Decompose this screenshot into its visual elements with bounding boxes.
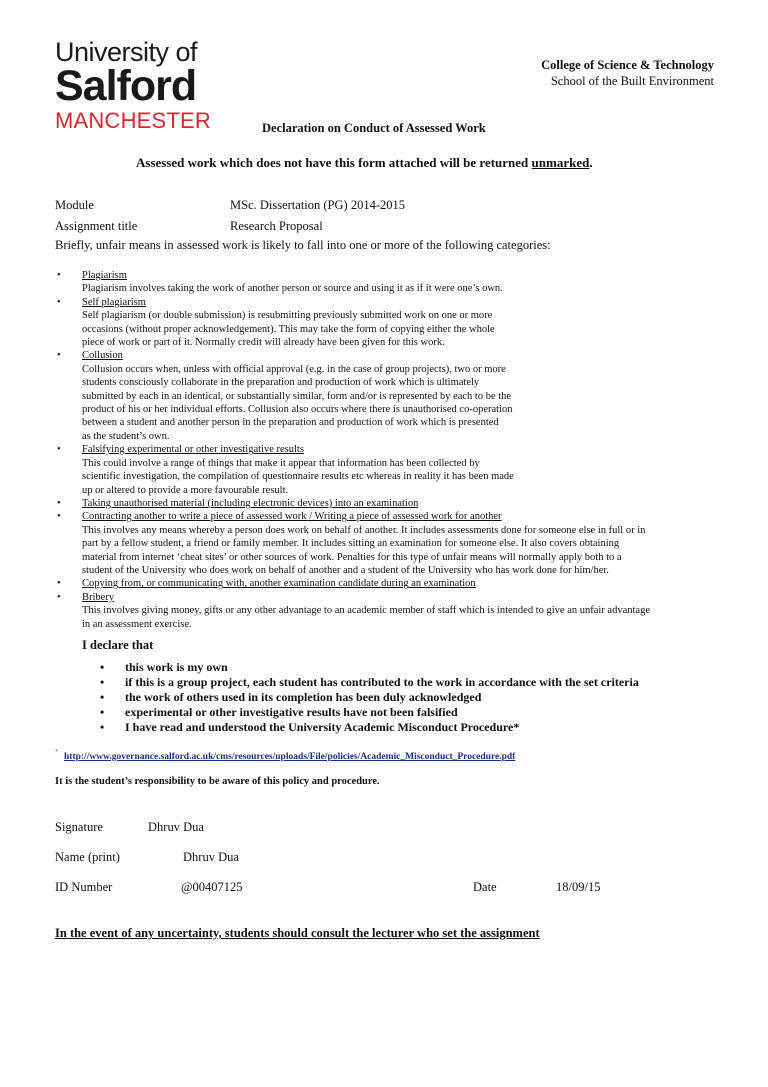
category-title: Taking unauthorised material (including electronic devices) into an examination [82,497,419,509]
category-description: Self plagiarism (or double submission) is resubmitting previously submitted work on one or more occasions (without proper acknowledgement). This may take the form of copying either the whole piece of work or part of it. Normally credit will already have been given for this work. [82,310,495,349]
declaration-item [100,720,639,735]
category-item [55,443,725,497]
category-title: Bribery [82,591,115,603]
footnote-marker: * [55,748,59,756]
logo-line-salford: Salford [55,62,197,110]
module-value: MSc. Dissertation (PG) 2014-2015 [230,198,405,212]
declaration-list [100,660,639,735]
logo-line-manchester: MANCHESTER [55,108,212,133]
bullet-icon: • [57,296,61,308]
bullet-icon: • [57,578,61,590]
college-name: College of Science & Technology [541,58,714,72]
uncertainty-note: In the event of any uncertainty, students should consult the lecturer who set the assignment [55,926,540,940]
university-logo [55,38,225,134]
category-item [55,497,725,510]
category-description: This involves any means whereby a person does work on behalf of another. It includes assessments done for someone else in full or in part by a fellow student, a friend or family member. It includes sitting an examination for someone else. It also covers obtaining material from internet ‘cheat sites’ or other sources of work. Penalties for this type of unfair means will normally apply both to a student of the University who does work on behalf of another and a student of the University who has work done for him/her. [82,524,646,576]
assignment-title-label: Assignment title [55,219,138,233]
bullet-icon: • [57,444,61,456]
unmarked-warning [136,155,593,171]
category-title: Self plagiarism [82,296,146,308]
warning-emphasis: unmarked [531,155,590,170]
date-label: Date [473,880,497,894]
category-title: Collusion [82,350,123,362]
bullet-icon: • [100,720,105,734]
bullet-icon: • [100,660,105,674]
category-item [55,577,725,590]
bullet-icon: • [100,705,105,719]
page-title: Declaration on Conduct of Assessed Work [262,121,486,135]
school-name: School of the Built Environment [550,74,714,88]
name-print-value: Dhruv Dua [183,850,239,864]
responsibility-note: It is the student’s responsibility to be aware of this policy and procedure. [55,776,380,787]
policy-link[interactable]: http://www.governance.salford.ac.uk/cms/resources/uploads/File/policies/Academic_Misconduct_Procedure.pdf [64,752,516,762]
category-description: This could involve a range of things that make it appear that information has been collected by scientific investigation, the compilation of questionnaire results etc whereas in reality it has been made up or altered to provide a more favourable result. [82,457,514,496]
category-item [55,510,725,577]
category-description: Plagiarism involves taking the work of another person or source and using it as if it were one’s own. [82,283,503,295]
category-description: This involves giving money, gifts or any other advantage to an academic member of staff which is intended to give an unfair advantage in an assessment exercise. [82,605,650,630]
signature-value: Dhruv Dua [148,820,204,834]
bullet-icon: • [57,270,61,281]
warning-text: Assessed work which does not have this form attached will be returned [136,155,532,170]
date-value: 18/09/15 [556,880,601,894]
declaration-item-text: experimental or other investigative results have not been falsified [125,705,458,719]
id-number-value: @00407125 [181,880,243,894]
module-label: Module [55,198,94,212]
declaration-item [100,660,639,675]
bullet-icon: • [57,497,61,509]
category-title: Plagiarism [82,270,127,281]
category-item [55,296,725,350]
category-item [55,269,725,296]
categories-intro: Briefly, unfair means in assessed work is likely to fall into one or more of the following categories: [55,238,551,252]
bullet-icon: • [57,591,61,603]
bullet-icon: • [100,675,105,689]
declaration-item [100,690,639,705]
id-number-label: ID Number [55,880,113,894]
declaration-item-text: the work of others used in its completion has been duly acknowledged [125,690,482,704]
unfair-means-list [55,269,725,631]
name-print-label: Name (print) [55,850,120,864]
declaration-item [100,675,639,690]
college-block [541,57,714,89]
declaration-heading: I declare that [82,638,154,652]
signature-label: Signature [55,820,103,834]
declaration-item-text: I have read and understood the University Academic Misconduct Procedure* [125,720,520,734]
category-title: Copying from, or communicating with, another examination candidate during an examination [82,578,476,590]
category-title: Contracting another to write a piece of assessed work / Writing a piece of assessed work for another [82,511,502,523]
declaration-item [100,705,639,720]
category-description: Collusion occurs when, unless with official approval (e.g. in the case of group projects), two or more students consciously collaborate in the preparation and production of work which is ultimately submitted by each in an identical, or substantially similar, form and/or is represented by each to be the product of his or her individual efforts. Collusion also occurs where there is unauthorised co-operation between a student and another person in the preparation and production of work which is presented as the student’s own. [82,363,513,442]
category-item [55,349,725,443]
bullet-icon: • [57,511,61,523]
declaration-item-text: this work is my own [125,660,228,674]
assignment-title-value: Research Proposal [230,219,323,233]
category-item [55,591,725,631]
declaration-item-text: if this is a group project, each student has contributed to the work in accordance with the set criteria [125,675,639,689]
bullet-icon: • [100,690,105,704]
bullet-icon: • [57,350,61,362]
logo-line-university-of: University of [55,37,198,67]
category-title: Falsifying experimental or other investigative results [82,444,304,456]
warning-period: . [589,155,593,170]
